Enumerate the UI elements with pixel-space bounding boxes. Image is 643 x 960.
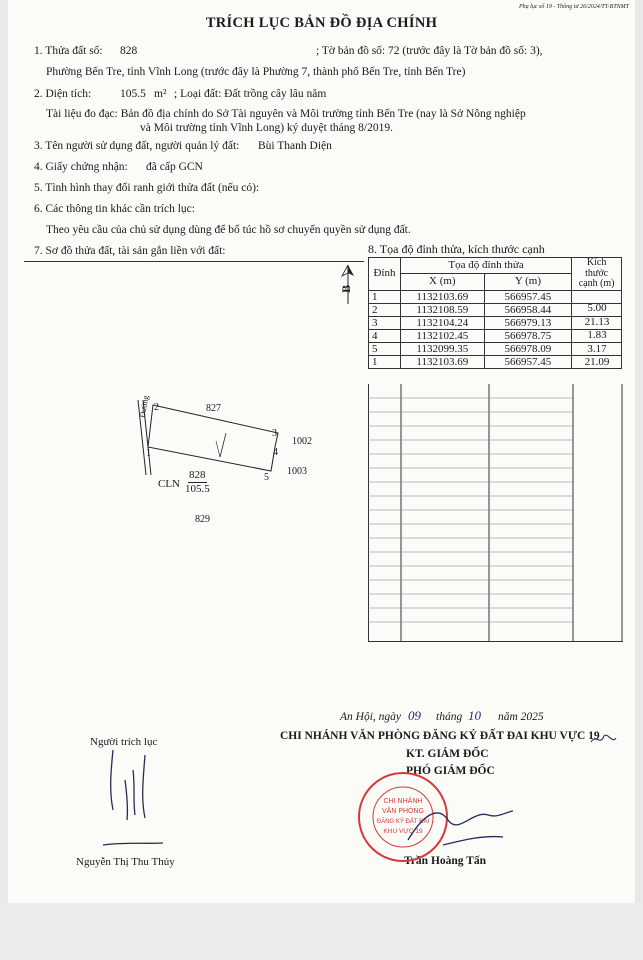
x-cell: 1132102.45 xyxy=(400,329,484,342)
x-cell: 1132099.35 xyxy=(400,342,484,355)
initials-mark xyxy=(588,728,618,750)
issuer-kt: KT. GIÁM ĐỐC xyxy=(406,748,489,760)
item4-label: 4. Giấy chứng nhận: xyxy=(34,161,128,173)
y-cell: 566978.75 xyxy=(484,329,572,342)
edge-size-value: 1.83 xyxy=(587,329,607,342)
issuer-deputy: PHÓ GIÁM ĐỐC xyxy=(406,765,495,777)
leader-line xyxy=(216,441,220,457)
extractor-label: Người trích lục xyxy=(90,736,158,748)
item2-label: 2. Diện tích: xyxy=(34,88,92,100)
map-sheet-info: ; Tờ bản đồ số: 72 (trước đây là Tờ bản đồ số: 3), xyxy=(316,45,543,57)
x-cell: 1132104.24 xyxy=(400,316,484,329)
header-x: X (m) xyxy=(400,274,484,290)
header-coordinates: Tọa độ đỉnh thửa xyxy=(400,258,571,274)
stamp-line-3: ĐĂNG KÝ ĐẤT ĐAI xyxy=(376,819,430,825)
vertex-5-label: 5 xyxy=(264,472,269,483)
y-cell: 566957.45 xyxy=(484,355,572,368)
parcel-829-label: 829 xyxy=(195,514,210,525)
parcel-number: 828 xyxy=(120,45,138,57)
vertex-2-label: 2 xyxy=(154,402,159,413)
parcel-area: 105.5 xyxy=(120,88,146,100)
vertex-cell: 1 xyxy=(369,290,401,303)
y-cell: 566958.44 xyxy=(484,303,572,316)
item3-label: 3. Tên người sử dụng đất, người quản lý đất: xyxy=(34,140,240,152)
y-cell: 566957.45 xyxy=(484,290,572,303)
stamp-line-1: CHI NHÁNH xyxy=(383,798,423,805)
extractor-name: Nguyễn Thị Thu Thủy xyxy=(76,856,175,868)
diagram-top-rule xyxy=(24,261,364,262)
north-label: B xyxy=(339,284,354,293)
shared-boundary-827 xyxy=(220,433,226,457)
scan-bottom-margin xyxy=(0,903,643,960)
edge-sizes xyxy=(583,302,611,370)
item7-label: 7. Sơ đồ thửa đất, tài sản gắn liền với đất: xyxy=(34,245,226,257)
appendix-note: Phụ lục số 19 - Thông tư 26/2024/TT-BTNMT xyxy=(518,4,629,10)
area-unit: m² xyxy=(154,88,167,100)
y-cell: 566978.09 xyxy=(484,342,572,355)
item6-text: Theo yêu cầu của chủ sử dụng dùng để bổ túc hồ sơ chuyển quyền sử dụng đất. xyxy=(46,224,411,236)
edge-size-value: 21.13 xyxy=(584,315,610,328)
vertex-cell: 1 xyxy=(369,355,401,368)
vertex-4-label: 4 xyxy=(273,447,278,458)
document-title: TRÍCH LỤC BẢN ĐỒ ĐỊA CHÍNH xyxy=(205,15,438,31)
parcel-1002-label: 1002 xyxy=(292,436,312,447)
stamp-line-4: KHU VỰC 19 xyxy=(383,828,423,835)
edge-size-value: 21.09 xyxy=(584,356,610,369)
item5-label: 5. Tình hình thay đổi ranh giới thửa đất (nếu có): xyxy=(34,182,260,194)
parcel-827-label: 827 xyxy=(206,403,221,414)
x-cell: 1132108.59 xyxy=(400,303,484,316)
cln-area: 105.5 xyxy=(185,483,210,495)
edge-size-value: 3.17 xyxy=(587,342,607,355)
cln-prefix: CLN xyxy=(158,478,180,490)
item8-label: 8. Tọa độ đỉnh thửa, kích thước cạnh xyxy=(368,242,545,256)
issuer-office: CHI NHÁNH VĂN PHÒNG ĐĂNG KÝ ĐẤT ĐAI KHU VỰC 19 xyxy=(280,730,600,742)
parcel-location: Phường Bến Tre, tỉnh Vĩnh Long (trước đây là Phường 7, thành phố Bến Tre, tỉnh Bến Tre) xyxy=(46,66,466,78)
extractor-signature xyxy=(83,740,183,860)
item6-label: 6. Các thông tin khác cần trích lục: xyxy=(34,203,195,215)
cln-parcel-number: 828 xyxy=(189,469,206,481)
date-month-label: tháng xyxy=(436,711,463,723)
survey-doc-line2: và Môi trường tỉnh Vĩnh Long) ký duyệt tháng 8/2019. xyxy=(140,122,393,134)
x-cell: 1132103.69 xyxy=(400,355,484,368)
date-day: 09 xyxy=(408,708,421,723)
stamp-line-2: VĂN PHÒNG xyxy=(381,808,425,815)
header-edge-size: Kích thước cạnh (m) xyxy=(572,258,622,291)
parcel-1003-label: 1003 xyxy=(287,466,307,477)
empty-table-grid xyxy=(368,384,623,644)
document-sheet xyxy=(8,0,635,903)
signer-name: Trần Hoàng Tấn xyxy=(404,855,487,867)
vertex-cell: 5 xyxy=(369,342,401,355)
road-label: Đường xyxy=(137,394,151,419)
edge-size-value: 5.00 xyxy=(587,302,607,314)
land-type: ; Loại đất: Đất trồng cây lâu năm xyxy=(174,88,327,100)
vertex-3-label: 3 xyxy=(272,428,277,439)
item1-label: 1. Thửa đất số: xyxy=(34,45,103,57)
certificate-status: đã cấp GCN xyxy=(146,161,203,173)
vertex-cell: 4 xyxy=(369,329,401,342)
x-cell: 1132103.69 xyxy=(400,290,484,303)
header-vertex: Đỉnh xyxy=(369,258,401,291)
date-year: năm 2025 xyxy=(498,711,544,723)
deputy-signature xyxy=(403,785,523,855)
date-month: 10 xyxy=(468,708,481,723)
y-cell: 566979.13 xyxy=(484,316,572,329)
date-place: An Hội, ngày xyxy=(340,711,402,723)
survey-doc-line1: Tài liệu đo đạc: Bản đồ địa chính do Sở Tài nguyên và Môi trường tỉnh Bến Tre (nay là Sở Nông nghiệp xyxy=(46,108,526,120)
vertex-1-label: 1 xyxy=(146,448,151,459)
header-y: Y (m) xyxy=(484,274,572,290)
vertex-cell: 2 xyxy=(369,303,401,316)
vertex-cell: 3 xyxy=(369,316,401,329)
owner-name: Bùi Thanh Diện xyxy=(258,140,332,152)
parcel-828-polygon xyxy=(148,405,278,471)
